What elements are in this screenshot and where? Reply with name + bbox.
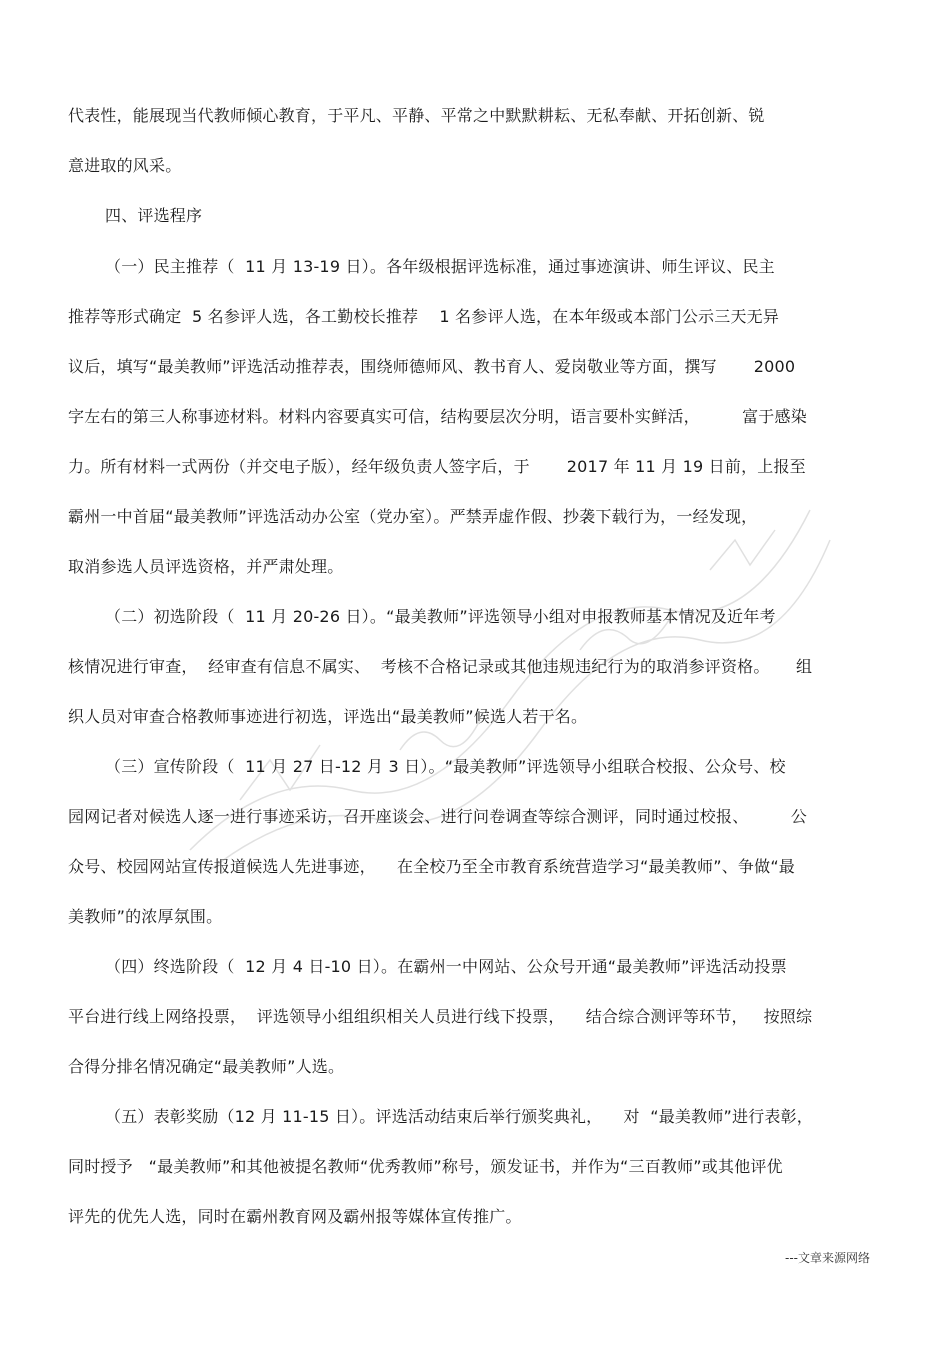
text-line-8: 力。所有材料一式两份（并交电子版），经年级负责人签字后，于 2017 年 11 月 19 日前，上报至	[68, 457, 806, 476]
text-line-19: 平台进行线上网络投票， 评选领导小组组织相关人员进行线下投票， 结合综合测评等环节， 按照综	[68, 1007, 813, 1026]
section-heading: 四、评选程序	[105, 206, 203, 225]
text-line-6: 议后，填写“最美教师”评选活动推荐表，围绕师德师风、教书育人、爱岗敬业等方面，撰写 2000	[68, 357, 796, 376]
text-line-17: 美教师”的浓厚氛围。	[68, 907, 223, 926]
text-line-16: 众号、校园网站宣传报道候选人先进事迹， 在全校乃至全市教育系统营造学习“最美教师”、争做“最	[68, 857, 796, 876]
text-line-15: 园网记者对候选人逐一进行事迹采访，召开座谈会、进行问卷调查等综合测评，同时通过校报、 公	[68, 807, 807, 826]
watermark-stamp	[150, 470, 850, 890]
text-line-10: 取消参选人员评选资格，并严肃处理。	[68, 557, 344, 576]
text-line-21: （五）表彰奖励（12 月 11-15 日）。评选活动结束后举行颁奖典礼， 对 “最美教师”进行表彰，	[105, 1107, 814, 1126]
text-line-5: 推荐等形式确定 5 名参评人选，各工勤校长推荐 1 名参评人选，在本年级或本部门公示三天无异	[68, 307, 780, 326]
text-line-23: 评先的优先人选，同时在霸州教育网及霸州报等媒体宣传推广。	[68, 1207, 522, 1226]
text-line-13: 织人员对审查合格教师事迹进行初选，评选出“最美教师”候选人若干名。	[68, 707, 588, 726]
text-line-9: 霸州一中首届“最美教师”评选活动办公室（党办室）。严禁弄虚作假、抄袭下载行为，一经发现，	[68, 507, 758, 526]
text-line-22: 同时授予 “最美教师”和其他被提名教师“优秀教师”称号，颁发证书，并作为“三百教师”或其他评优	[68, 1157, 783, 1176]
text-line-12: 核情况进行审查， 经审查有信息不属实、 考核不合格记录或其他违规违纪行为的取消参评资格。 组	[68, 657, 813, 676]
source-footer: ---文章来源网络	[785, 1251, 870, 1265]
text-line-18: （四）终选阶段（ 12 月 4 日-10 日）。在霸州一中网站、公众号开通“最美教师”评选活动投票	[105, 957, 787, 976]
text-line-4: （一）民主推荐（ 11 月 13-19 日）。各年级根据评选标准，通过事迹演讲、师生评议、民主	[105, 257, 775, 276]
text-line-14: （三）宣传阶段（ 11 月 27 日-12 月 3 日）。“最美教师”评选领导小组联合校报、公众号、校	[105, 757, 786, 776]
text-line-7: 字左右的第三人称事迹材料。材料内容要真实可信，结构要层次分明，语言要朴实鲜活， 富于感染	[68, 407, 807, 426]
text-line-1: 代表性，能展现当代教师倾心教育，于平凡、平静、平常之中默默耕耘、无私奉献、开拓创新、锐	[68, 106, 765, 125]
text-line-20: 合得分排名情况确定“最美教师”人选。	[68, 1057, 345, 1076]
text-line-2: 意进取的风采。	[68, 156, 182, 175]
text-line-11: （二）初选阶段（ 11 月 20-26 日）。“最美教师”评选领导小组对申报教师基本情况及近年考	[105, 607, 776, 626]
